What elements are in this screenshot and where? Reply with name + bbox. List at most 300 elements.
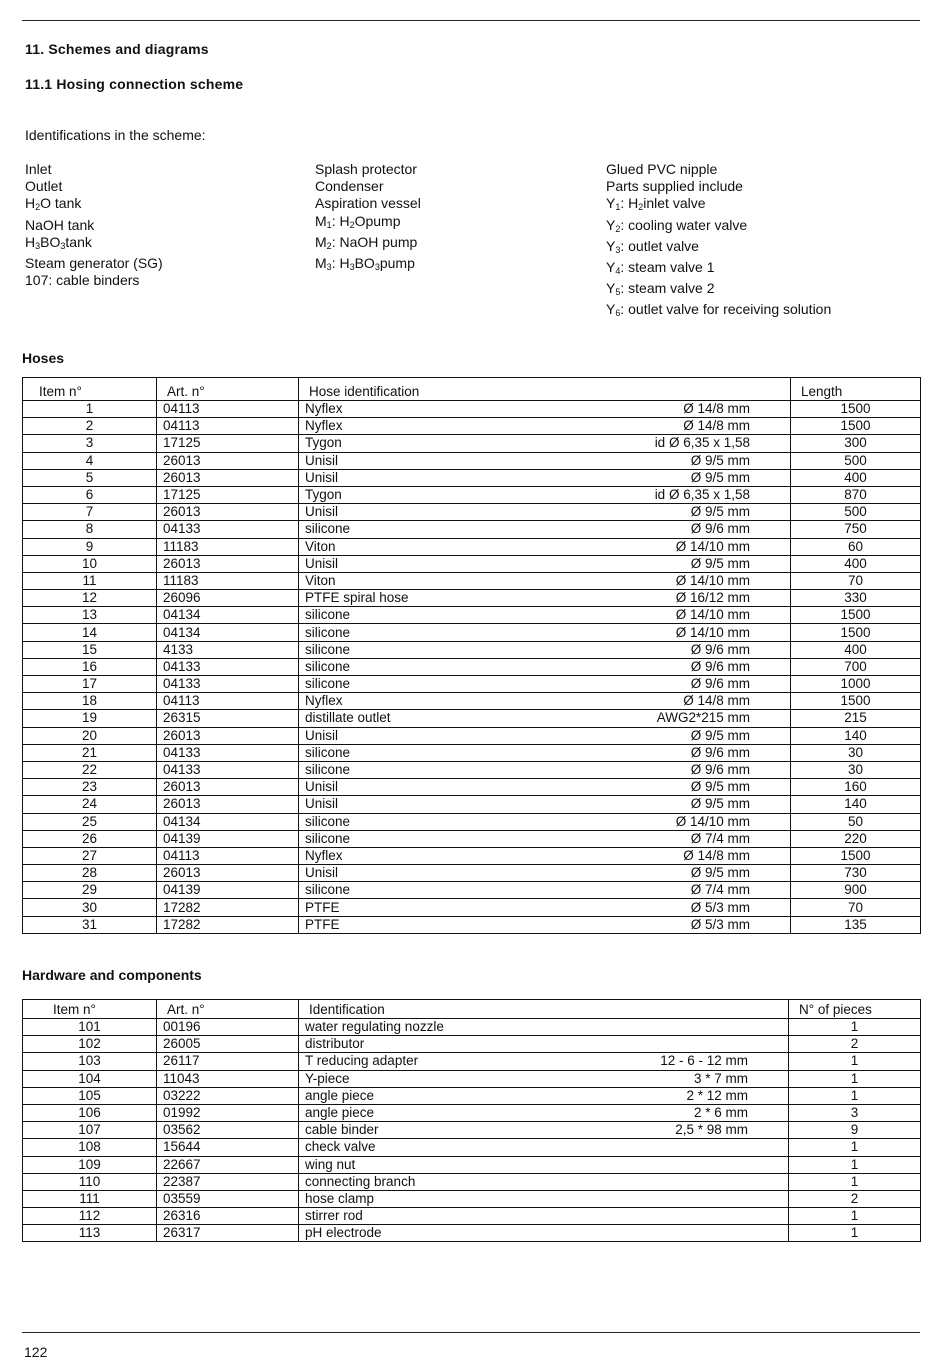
item-number-cell: 112 <box>23 1208 157 1225</box>
art-number-cell: 26013 <box>157 865 299 882</box>
hoses-title: Hoses <box>22 350 65 366</box>
identification-name: wing nut <box>305 1156 356 1172</box>
identification-name: Viton <box>305 572 336 588</box>
length-cell: 300 <box>791 435 921 452</box>
item-number-cell: 28 <box>23 865 157 882</box>
identification-cell <box>299 658 791 675</box>
table-row <box>23 1208 921 1225</box>
art-number-cell: 17125 <box>157 486 299 503</box>
table-row <box>23 1190 921 1207</box>
legend-item: $Y_4$: steam valve 1 <box>606 259 715 277</box>
identification-name: Nyflex <box>305 401 343 417</box>
identification-cell <box>299 572 791 589</box>
art-number-cell: 04134 <box>157 813 299 830</box>
length-cell: 700 <box>791 658 921 675</box>
identification-cell <box>299 1156 789 1173</box>
pieces-cell: 1 <box>789 1208 921 1225</box>
identification-name: silicone <box>305 813 351 829</box>
art-number-cell: 26096 <box>157 590 299 607</box>
length-cell: 1500 <box>791 418 921 435</box>
table-row <box>23 830 921 847</box>
identification-name: Nyflex <box>305 418 343 434</box>
identification-cell <box>299 1122 789 1139</box>
legend-item: $Y_5$: steam valve 2 <box>606 280 715 298</box>
identification-dimension: Ø 9/6 mm <box>690 658 750 674</box>
identification-dimension: Ø 9/5 mm <box>690 779 750 795</box>
identification-name: Viton <box>305 538 336 554</box>
art-number-cell: 26005 <box>157 1036 299 1053</box>
length-cell: 140 <box>791 727 921 744</box>
identification-name: Unisil <box>305 504 339 520</box>
item-number-cell: 4 <box>23 452 157 469</box>
item-number-cell: 18 <box>23 693 157 710</box>
identification-dimension: Ø 16/12 mm <box>675 590 750 606</box>
pieces-cell: 1 <box>789 1019 921 1036</box>
identification-dimension: Ø 14/8 mm <box>683 401 750 417</box>
item-number-cell: 108 <box>23 1139 157 1156</box>
table-row <box>23 1087 921 1104</box>
length-cell: 70 <box>791 572 921 589</box>
table-row <box>23 1139 921 1156</box>
identification-cell <box>299 1225 789 1242</box>
pieces-cell: 1 <box>789 1225 921 1242</box>
table-row <box>23 727 921 744</box>
identification-name: distillate outlet <box>305 710 391 726</box>
identification-dimension: Ø 14/10 mm <box>675 572 750 588</box>
art-number-cell: 04133 <box>157 761 299 778</box>
identification-dimension: Ø 9/5 mm <box>690 727 750 743</box>
identification-dimension: Ø 9/6 mm <box>690 641 750 657</box>
art-number-cell: 04113 <box>157 401 299 418</box>
identification-name: pH electrode <box>305 1225 382 1241</box>
identification-name: connecting branch <box>305 1173 416 1189</box>
item-number-cell: 105 <box>23 1087 157 1104</box>
legend-item: $M_1$: $H_2Opump$ <box>315 212 401 230</box>
art-number-cell: 17282 <box>157 899 299 916</box>
identification-dimension: Ø 5/3 mm <box>690 899 750 915</box>
identification-dimension: Ø 9/6 mm <box>690 744 750 760</box>
identification-cell <box>299 641 791 658</box>
item-number-cell: 21 <box>23 744 157 761</box>
item-number-cell: 109 <box>23 1156 157 1173</box>
identification-name: Unisil <box>305 727 339 743</box>
pieces-cell: 1 <box>789 1139 921 1156</box>
identification-dimension: Ø 9/5 mm <box>690 555 750 571</box>
identification-dimension: Ø 9/6 mm <box>690 676 750 692</box>
item-number-cell: 8 <box>23 521 157 538</box>
legend-item: Aspiration vessel <box>315 195 421 212</box>
legend-column-1 <box>25 161 163 289</box>
legend-item: $M_2$: NaOH pump <box>315 233 418 251</box>
table-row <box>23 779 921 796</box>
table-row <box>23 744 921 761</box>
table-row <box>23 916 921 933</box>
table-row <box>23 418 921 435</box>
item-number-cell: 16 <box>23 658 157 675</box>
art-number-cell: 03562 <box>157 1122 299 1139</box>
hardware-table <box>22 999 921 1242</box>
legend-item: Glued PVC nipple <box>606 161 718 177</box>
art-number-cell: 04113 <box>157 693 299 710</box>
length-cell: 500 <box>791 452 921 469</box>
art-number-cell: 26013 <box>157 469 299 486</box>
item-number-cell: 6 <box>23 486 157 503</box>
item-number-cell: 5 <box>23 469 157 486</box>
pieces-cell: 1 <box>789 1070 921 1087</box>
table-row <box>23 1019 921 1036</box>
identification-name: Nyflex <box>305 847 343 863</box>
identification-name: Unisil <box>305 796 339 812</box>
item-number-cell: 11 <box>23 572 157 589</box>
identification-name: check valve <box>305 1139 376 1155</box>
identification-name: angle piece <box>305 1105 375 1121</box>
identification-dimension: Ø 14/10 mm <box>675 538 750 554</box>
identification-name: Nyflex <box>305 693 343 709</box>
art-number-cell: 26117 <box>157 1053 299 1070</box>
art-number-cell: 00196 <box>157 1019 299 1036</box>
art-number-cell: 26316 <box>157 1208 299 1225</box>
pieces-cell: 9 <box>789 1122 921 1139</box>
identification-name: silicone <box>305 607 351 623</box>
identification-cell <box>299 693 791 710</box>
identification-cell <box>299 607 791 624</box>
identification-dimension: id Ø 6,35 x 1,58 <box>654 487 750 503</box>
pieces-cell: 1 <box>789 1053 921 1070</box>
hoses-table <box>22 377 921 934</box>
length-cell: 220 <box>791 830 921 847</box>
header-pieces: N° of pieces <box>789 1000 921 1019</box>
identification-name: Unisil <box>305 865 339 881</box>
art-number-cell: 26315 <box>157 710 299 727</box>
identification-cell <box>299 1208 789 1225</box>
identification-dimension: Ø 9/5 mm <box>690 469 750 485</box>
page-number: 122 <box>24 1344 48 1360</box>
table-row <box>23 555 921 572</box>
table-row <box>23 1053 921 1070</box>
identification-name: hose clamp <box>305 1190 375 1206</box>
identification-dimension: 3 * 7 mm <box>693 1070 748 1086</box>
item-number-cell: 29 <box>23 882 157 899</box>
table-row <box>23 847 921 864</box>
identification-name: PTFE spiral hose <box>305 590 409 606</box>
identification-dimension: 2 * 6 mm <box>693 1105 748 1121</box>
identification-dimension: Ø 14/10 mm <box>675 607 750 623</box>
length-cell: 330 <box>791 590 921 607</box>
identification-dimension: Ø 9/5 mm <box>690 865 750 881</box>
section-heading: 11. Schemes and diagrams <box>25 41 209 57</box>
identification-name: silicone <box>305 830 351 846</box>
identification-name: distributor <box>305 1036 365 1052</box>
identification-dimension: Ø 14/8 mm <box>683 418 750 434</box>
art-number-cell: 26013 <box>157 779 299 796</box>
art-number-cell: 26317 <box>157 1225 299 1242</box>
length-cell: 400 <box>791 555 921 572</box>
item-number-cell: 107 <box>23 1122 157 1139</box>
length-cell: 1500 <box>791 401 921 418</box>
identification-cell <box>299 865 791 882</box>
art-number-cell: 04133 <box>157 658 299 675</box>
hardware-title: Hardware and components <box>22 967 202 983</box>
identification-cell <box>299 1053 789 1070</box>
subsection-heading: 11.1 Hosing connection scheme <box>25 76 244 92</box>
identification-cell <box>299 590 791 607</box>
legend-column-3 <box>606 161 831 323</box>
identification-cell <box>299 899 791 916</box>
identification-cell <box>299 521 791 538</box>
table-row <box>23 521 921 538</box>
table-row <box>23 1173 921 1190</box>
table-row <box>23 796 921 813</box>
table-row <box>23 624 921 641</box>
art-number-cell: 26013 <box>157 452 299 469</box>
table-row <box>23 641 921 658</box>
identification-dimension: Ø 9/6 mm <box>690 521 750 537</box>
identification-cell <box>299 538 791 555</box>
identification-dimension: 2 * 12 mm <box>686 1087 748 1103</box>
identification-cell <box>299 1087 789 1104</box>
table-row <box>23 590 921 607</box>
header-hose-identification: Hose identification <box>299 378 791 401</box>
legend-item: NaOH tank <box>25 216 95 233</box>
length-cell: 1000 <box>791 676 921 693</box>
legend-item: $M_3$: $H_3BO_3pump$ <box>315 255 415 273</box>
identification-cell <box>299 813 791 830</box>
identification-cell <box>299 847 791 864</box>
identification-dimension: Ø 9/6 mm <box>690 762 750 778</box>
identification-dimension: id Ø 6,35 x 1,58 <box>654 435 750 451</box>
identification-name: silicone <box>305 521 351 537</box>
item-number-cell: 27 <box>23 847 157 864</box>
table-row <box>23 572 921 589</box>
legend-item: $Y_3$: outlet valve <box>606 237 699 255</box>
legend-item: Splash protector <box>315 161 417 177</box>
art-number-cell: 04134 <box>157 607 299 624</box>
legend-item: $H_2O$ tank <box>25 195 82 213</box>
identification-cell <box>299 676 791 693</box>
identification-cell <box>299 469 791 486</box>
table-row <box>23 1225 921 1242</box>
identification-name: PTFE <box>305 916 340 932</box>
header-length: Length <box>791 378 921 401</box>
table-row <box>23 882 921 899</box>
length-cell: 400 <box>791 641 921 658</box>
item-number-cell: 9 <box>23 538 157 555</box>
legend-intro: Identifications in the scheme: <box>25 127 206 143</box>
art-number-cell: 26013 <box>157 504 299 521</box>
table-row <box>23 1036 921 1053</box>
art-number-cell: 04133 <box>157 744 299 761</box>
table-row <box>23 676 921 693</box>
art-number-cell: 4133 <box>157 641 299 658</box>
identification-dimension: Ø 5/3 mm <box>690 916 750 932</box>
identification-dimension: 12 - 6 - 12 mm <box>660 1053 748 1069</box>
identification-cell <box>299 830 791 847</box>
table-row <box>23 401 921 418</box>
pieces-cell: 1 <box>789 1087 921 1104</box>
item-number-cell: 14 <box>23 624 157 641</box>
item-number-cell: 20 <box>23 727 157 744</box>
identification-dimension: Ø 14/10 mm <box>675 813 750 829</box>
legend-item: Inlet <box>25 161 52 177</box>
legend-item: Parts supplied include <box>606 178 743 195</box>
table-row <box>23 1122 921 1139</box>
item-number-cell: 31 <box>23 916 157 933</box>
identification-name: silicone <box>305 641 351 657</box>
identification-name: cable binder <box>305 1122 379 1138</box>
item-number-cell: 19 <box>23 710 157 727</box>
table-row <box>23 469 921 486</box>
hoses-header-row <box>23 378 921 401</box>
identification-name: silicone <box>305 762 351 778</box>
header-art-no: Art. n° <box>157 378 299 401</box>
art-number-cell: 22387 <box>157 1173 299 1190</box>
length-cell: 70 <box>791 899 921 916</box>
table-row <box>23 435 921 452</box>
header-identification: Identification <box>299 1000 789 1019</box>
identification-cell <box>299 435 791 452</box>
art-number-cell: 03559 <box>157 1190 299 1207</box>
identification-name: Unisil <box>305 555 339 571</box>
item-number-cell: 106 <box>23 1104 157 1121</box>
identification-name: Y-piece <box>305 1070 350 1086</box>
length-cell: 730 <box>791 865 921 882</box>
identification-cell <box>299 796 791 813</box>
table-row <box>23 504 921 521</box>
table-row <box>23 538 921 555</box>
identification-cell <box>299 1139 789 1156</box>
length-cell: 500 <box>791 504 921 521</box>
legend-column-2 <box>315 161 421 276</box>
art-number-cell: 17282 <box>157 916 299 933</box>
table-row <box>23 1070 921 1087</box>
table-row <box>23 899 921 916</box>
identification-dimension: Ø 7/4 mm <box>690 830 750 846</box>
identification-cell <box>299 504 791 521</box>
art-number-cell: 22667 <box>157 1156 299 1173</box>
identification-name: silicone <box>305 624 351 640</box>
art-number-cell: 26013 <box>157 727 299 744</box>
item-number-cell: 103 <box>23 1053 157 1070</box>
identification-cell <box>299 761 791 778</box>
identification-cell <box>299 744 791 761</box>
length-cell: 60 <box>791 538 921 555</box>
length-cell: 1500 <box>791 693 921 710</box>
identification-dimension: 2,5 * 98 mm <box>675 1122 748 1138</box>
identification-cell <box>299 710 791 727</box>
identification-cell <box>299 1036 789 1053</box>
table-row <box>23 452 921 469</box>
table-row <box>23 1104 921 1121</box>
bottom-rule <box>22 1332 920 1333</box>
identification-dimension: Ø 9/5 mm <box>690 796 750 812</box>
identification-name: T reducing adapter <box>305 1053 419 1069</box>
table-row <box>23 658 921 675</box>
length-cell: 215 <box>791 710 921 727</box>
item-number-cell: 110 <box>23 1173 157 1190</box>
identification-name: Unisil <box>305 779 339 795</box>
identification-cell <box>299 1019 789 1036</box>
table-row <box>23 1156 921 1173</box>
item-number-cell: 104 <box>23 1070 157 1087</box>
table-row <box>23 865 921 882</box>
hardware-header-row <box>23 1000 921 1019</box>
identification-name: silicone <box>305 744 351 760</box>
item-number-cell: 1 <box>23 401 157 418</box>
pieces-cell: 3 <box>789 1104 921 1121</box>
item-number-cell: 13 <box>23 607 157 624</box>
item-number-cell: 22 <box>23 761 157 778</box>
identification-dimension: Ø 9/5 mm <box>690 504 750 520</box>
identification-name: Tygon <box>305 435 342 451</box>
length-cell: 1500 <box>791 847 921 864</box>
identification-name: Tygon <box>305 487 342 503</box>
identification-cell <box>299 1173 789 1190</box>
art-number-cell: 04139 <box>157 882 299 899</box>
legend-item: $Y_2$: cooling water valve <box>606 216 748 234</box>
art-number-cell: 17125 <box>157 435 299 452</box>
identification-cell <box>299 555 791 572</box>
length-cell: 30 <box>791 744 921 761</box>
identification-name: silicone <box>305 658 351 674</box>
legend-item: $Y_1$: $H_2inlet$ valve <box>606 195 706 213</box>
item-number-cell: 23 <box>23 779 157 796</box>
item-number-cell: 30 <box>23 899 157 916</box>
item-number-cell: 17 <box>23 676 157 693</box>
art-number-cell: 11043 <box>157 1070 299 1087</box>
header-item-no: Item n° <box>23 378 157 401</box>
identification-name: angle piece <box>305 1087 375 1103</box>
pieces-cell: 2 <box>789 1190 921 1207</box>
identification-cell <box>299 401 791 418</box>
item-number-cell: 10 <box>23 555 157 572</box>
identification-name: stirrer rod <box>305 1208 363 1224</box>
table-row <box>23 813 921 830</box>
identification-dimension: Ø 7/4 mm <box>690 882 750 898</box>
legend-item: Outlet <box>25 178 63 195</box>
length-cell: 400 <box>791 469 921 486</box>
length-cell: 160 <box>791 779 921 796</box>
table-row <box>23 761 921 778</box>
identification-name: silicone <box>305 882 351 898</box>
legend-item: $Y_6$: outlet valve for receiving solution <box>606 301 832 319</box>
identification-cell <box>299 1190 789 1207</box>
legend-item: Steam generator (SG) <box>25 255 163 272</box>
length-cell: 30 <box>791 761 921 778</box>
table-row <box>23 710 921 727</box>
identification-cell <box>299 624 791 641</box>
item-number-cell: 26 <box>23 830 157 847</box>
item-number-cell: 113 <box>23 1225 157 1242</box>
identification-name: Unisil <box>305 452 339 468</box>
art-number-cell: 01992 <box>157 1104 299 1121</box>
length-cell: 50 <box>791 813 921 830</box>
identification-dimension: Ø 14/8 mm <box>683 693 750 709</box>
item-number-cell: 102 <box>23 1036 157 1053</box>
length-cell: 750 <box>791 521 921 538</box>
pieces-cell: 1 <box>789 1173 921 1190</box>
art-number-cell: 15644 <box>157 1139 299 1156</box>
header-item-no: Item n° <box>23 1000 157 1019</box>
pieces-cell: 2 <box>789 1036 921 1053</box>
length-cell: 900 <box>791 882 921 899</box>
item-number-cell: 24 <box>23 796 157 813</box>
item-number-cell: 101 <box>23 1019 157 1036</box>
identification-cell <box>299 452 791 469</box>
art-number-cell: 11183 <box>157 572 299 589</box>
art-number-cell: 26013 <box>157 555 299 572</box>
art-number-cell: 04133 <box>157 676 299 693</box>
identification-cell <box>299 779 791 796</box>
